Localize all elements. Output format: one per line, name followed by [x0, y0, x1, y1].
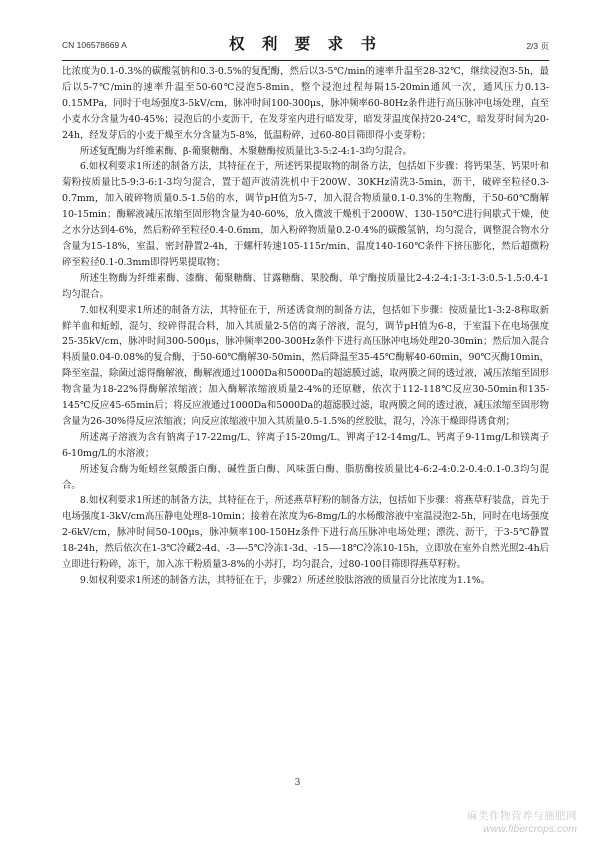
claim-paragraph: 6.如权利要求1所述的制备方法，其特征在于，所述钙果提取物的制备方法，包括如下步骤：将钙果茎、钙果叶和菊粉按质量比5-9:3-6:1-3均匀混合，置于超声波清洗机中于200W、30KHz清洗3-5min，沥干，破碎至粒径0.3-0.7mm，加入破碎物质量0.5-1.5倍的水，调节pH值为5-7，加入混合物质量0.1-0.3%的生物酶，于50-60℃酶解10-15min；酶解液减压浓缩至固形物含量为40-60%，放入微波干燥机于2000W、130-150℃进行间歇式干燥，使之水分达到4-6%，然后粉碎至粒径0.4-0.6mm，加入粉碎物质量0.2-0.4%的碳酸氢钠，均匀混合，调整混合物水分含量为15-18%，室温、密封静置2-4h，于螺杆转速105-115r/min、温度140-160℃条件下挤压膨化，然后超微粉碎至粒径0.1-0.3mm即得钙果提取物；: [62, 161, 549, 268]
watermark-url: www.fibercrops.com: [483, 823, 577, 835]
claim-paragraph: 7.如权利要求1所述的制备方法，其特征在于，所述诱食剂的制备方法，包括如下步骤：按质量比1-3:2-8称取新鲜羊血和蚯蚓，混匀，绞碎得混合料，加入其质量2-5倍的离子溶液，混匀，调节pH值为6-8，于室温下在电场强度25-35kV/cm，脉冲时间300-500μs，脉冲频率200-300Hz条件下进行高压脉冲电场处理20-30min；然后加入混合料质量0.04-0.08%的复合酶，于50-60℃酶解30-50min，然后降温至35-45℃酶解40-60min，90℃灭酶10min，降至室温，除菌过滤得酶解液，酶解液通过1000Da和5000Da的超滤膜过滤，取两膜之间的透过液，减压浓缩至固形物含量为18-22%得酶解浓缩液；加入酶解浓缩液质量2-4%的还原糖，依次于112-118℃反应30-50min和135-145℃反应45-65min后；将反应液通过1000Da和5000Da的超滤膜过滤，取两膜之间的透过液，减压浓缩至固形物含量为26-30%得反应浓缩液；向反应浓缩液中加入其质量0.5-1.5%的丝胶肽，混匀，冷冻干燥即得诱食剂；: [62, 304, 549, 427]
page-number: 3: [294, 778, 301, 788]
header-divider: [62, 60, 549, 61]
publication-number: CN 106578669 A: [62, 40, 127, 50]
page-count: 2/3 页: [526, 41, 549, 51]
document-title: 权 利 要 求 书: [228, 34, 383, 53]
watermark-text: 麻类作物营养与施肥网: [467, 810, 577, 822]
page-header: [62, 30, 549, 56]
claim-paragraph: 8.如权利要求1所述的制备方法，其特征在于，所述燕草籽粉的制备方法，包括如下步骤：将燕草籽装盘，首先于电场强度1-3kV/cm高压静电处理8-10min；接着在浓度为6-8mg/L的水杨酸溶液中室温浸泡2-5h，同时在电场强度2-6kV/cm，脉冲时间50-100μs，脉冲频率100-150Hz条件下进行高压脉冲电场处理；漂洗、沥干，于3-5℃静置18-24h，然后依次在1-3℃冷藏2-4d、-3—-5℃冷冻1-3d、-15—-18℃冷冻10-15h，立即放在室外自然光照2-4h后立即进行粉碎，冻干，加入冻干粉质量3-8%的小苏打，均匀混合，过80-100目筛即得燕草籽粉。: [62, 495, 549, 571]
claim-paragraph: 所述复合酶为蚯蚓丝氨酸蛋白酶、碱性蛋白酶、风味蛋白酶、脂肪酶按质量比4-6:2-4:0.2-0.4:0.1-0.3均匀混合。: [62, 463, 549, 491]
claim-paragraph: 所述离子溶液为含有钠离子17-22mg/L、锌离子15-20mg/L、钾离子12-14mg/L、钙离子9-11mg/L和镁离子6-10mg/L的水溶液；: [62, 431, 549, 459]
claims-body: [62, 64, 549, 589]
claim-paragraph: 9.如权利要求1所述的制备方法，其特征在于，步骤2）所述丝胶肽溶液的质量百分比浓度为1.1%。: [79, 575, 491, 586]
watermark: [467, 808, 577, 835]
claim-paragraph: 所述生物酶为纤维素酶、漆酶、葡聚糖酶、甘露糖酶、果胶酶、单宁酶按质量比2-4:2-4:1-3:1-3:0.5-1.5:0.4-1均匀混合。: [62, 272, 549, 300]
claim-paragraph: 比浓度为0.1-0.3%的碳酸氢钠和0.3-0.5%的复配酶，然后以3-5℃/min的速率升温至28-32℃，继续浸泡3-5h，最后以5-7℃/min的速率升温至50-60℃浸泡5-8min，整个浸泡过程每隔15-20min通风一次，通风压力0.13-0.15MPa，同时于电场强度3-5kV/cm，脉冲时间100-300μs，脉冲频率60-80Hz条件进行高压脉冲电场处理，直至小麦水分含量为40-45%；浸泡后的小麦沥干，在发芽室内进行暗发芽，暗发芽温度保持20-24℃，暗发芽时间为20-24h，经发芽后的小麦干燥至水分含量为5-8%，低温粉碎，过60-80目筛即得小麦芽粉；: [62, 66, 549, 141]
claim-paragraph: 所述复配酶为纤维素酶、β-葡聚糖酶、木聚糖酶按质量比3-5:2-4:1-3均匀混合。: [79, 145, 412, 157]
